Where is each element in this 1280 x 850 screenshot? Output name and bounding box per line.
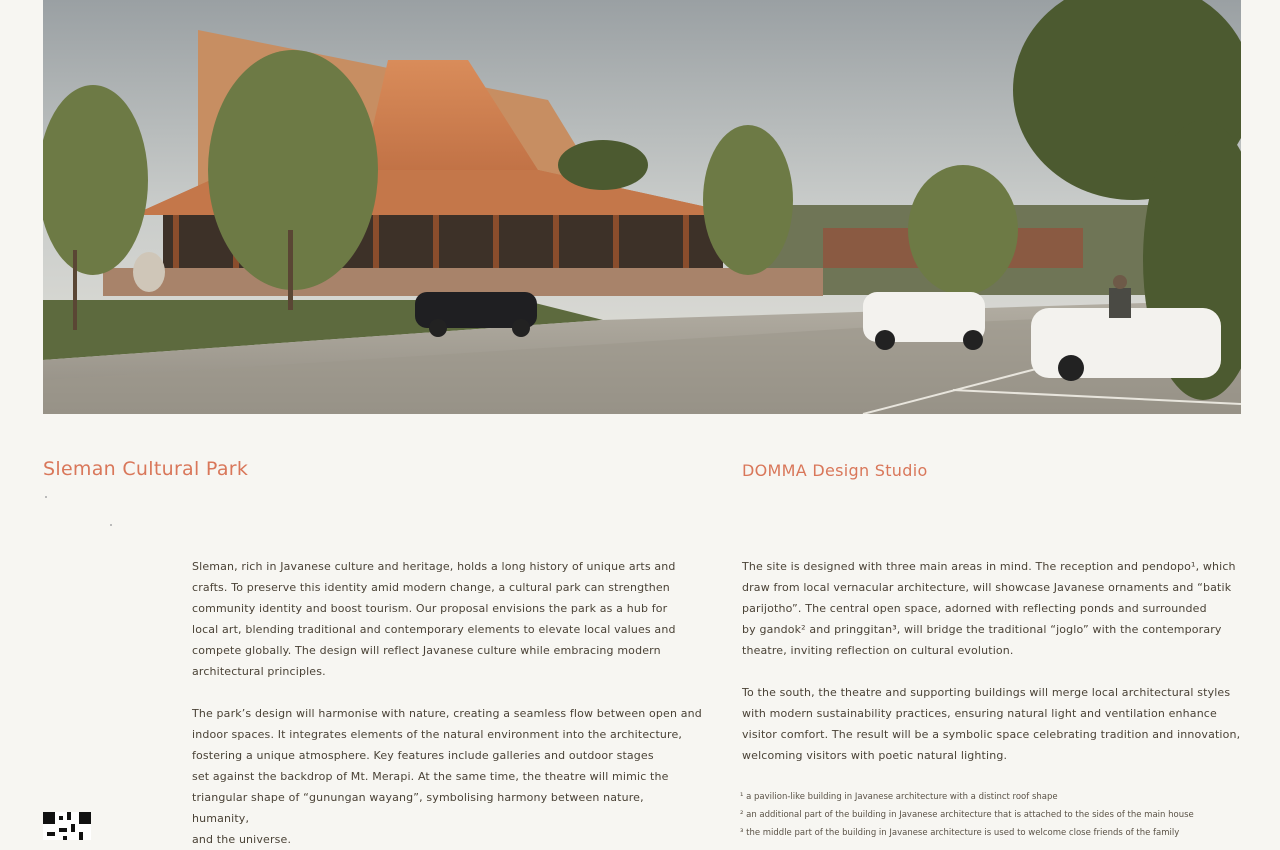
text-line: parijotho”. The central open space, adorned with reflecting ponds and surrounded (742, 602, 1207, 615)
text-line: crafts. To preserve this identity amid modern change, a cultural park can strengthen (192, 581, 670, 594)
footnotes (740, 788, 1260, 842)
text-line: theatre, inviting reflection on cultural evolution. (742, 644, 1014, 657)
text-line: The park’s design will harmonise with nature, creating a seamless flow between open and (192, 707, 702, 720)
text-line: set against the backdrop of Mt. Merapi. At the same time, the theatre will mimic the (192, 770, 669, 783)
text-line: compete globally. The design will reflect Javanese culture while embracing modern (192, 644, 661, 657)
qr-code-icon[interactable] (43, 812, 91, 840)
text-line: draw from local vernacular architecture, will showcase Javanese ornaments and “batik (742, 581, 1232, 594)
studio-name: DOMMA Design Studio (742, 461, 928, 480)
text-line: The site is designed with three main areas in mind. The reception and pendopo¹, which (742, 560, 1236, 573)
text-line: local art, blending traditional and contemporary elements to elevate local values and (192, 623, 676, 636)
footnote: ³ the middle part of the building in Javanese architecture is used to welcome close friends of the family (740, 828, 1180, 838)
text-line: with modern sustainability practices, ensuring natural light and ventilation enhance (742, 707, 1217, 720)
text-line: visitor comfort. The result will be a symbolic space celebrating tradition and innovation, (742, 728, 1241, 741)
text-line: indoor spaces. It integrates elements of the natural environment into the architecture, (192, 728, 683, 741)
text-line: by gandok² and pringgitan³, will bridge the traditional “joglo” with the contemporary (742, 623, 1222, 636)
text-line: welcoming visitors with poetic natural lighting. (742, 749, 1008, 762)
cultural-park-rendering-image (43, 0, 1241, 414)
project-title: Sleman Cultural Park (43, 458, 249, 480)
text-line: fostering a unique atmosphere. Key features include galleries and outdoor stages (192, 749, 654, 762)
footnote: ² an additional part of the building in Javanese architecture that is attached to the sides of the main house (740, 810, 1194, 820)
text-line: architectural principles. (192, 665, 326, 678)
text-line: To the south, the theatre and supporting buildings will merge local architectural styles (742, 686, 1231, 699)
text-line: and the universe. (192, 833, 292, 846)
left-description (192, 556, 702, 850)
footnote: ¹ a pavilion-like building in Javanese architecture with a distinct roof shape (740, 792, 1058, 802)
text-line: community identity and boost tourism. Our proposal envisions the park as a hub for (192, 602, 668, 615)
right-description (742, 556, 1242, 766)
text-line: triangular shape of “gunungan wayang”, symbolising harmony between nature, humanity, (192, 791, 644, 825)
text-line: Sleman, rich in Javanese culture and heritage, holds a long history of unique arts and (192, 560, 676, 573)
hero-rendering (43, 0, 1241, 414)
